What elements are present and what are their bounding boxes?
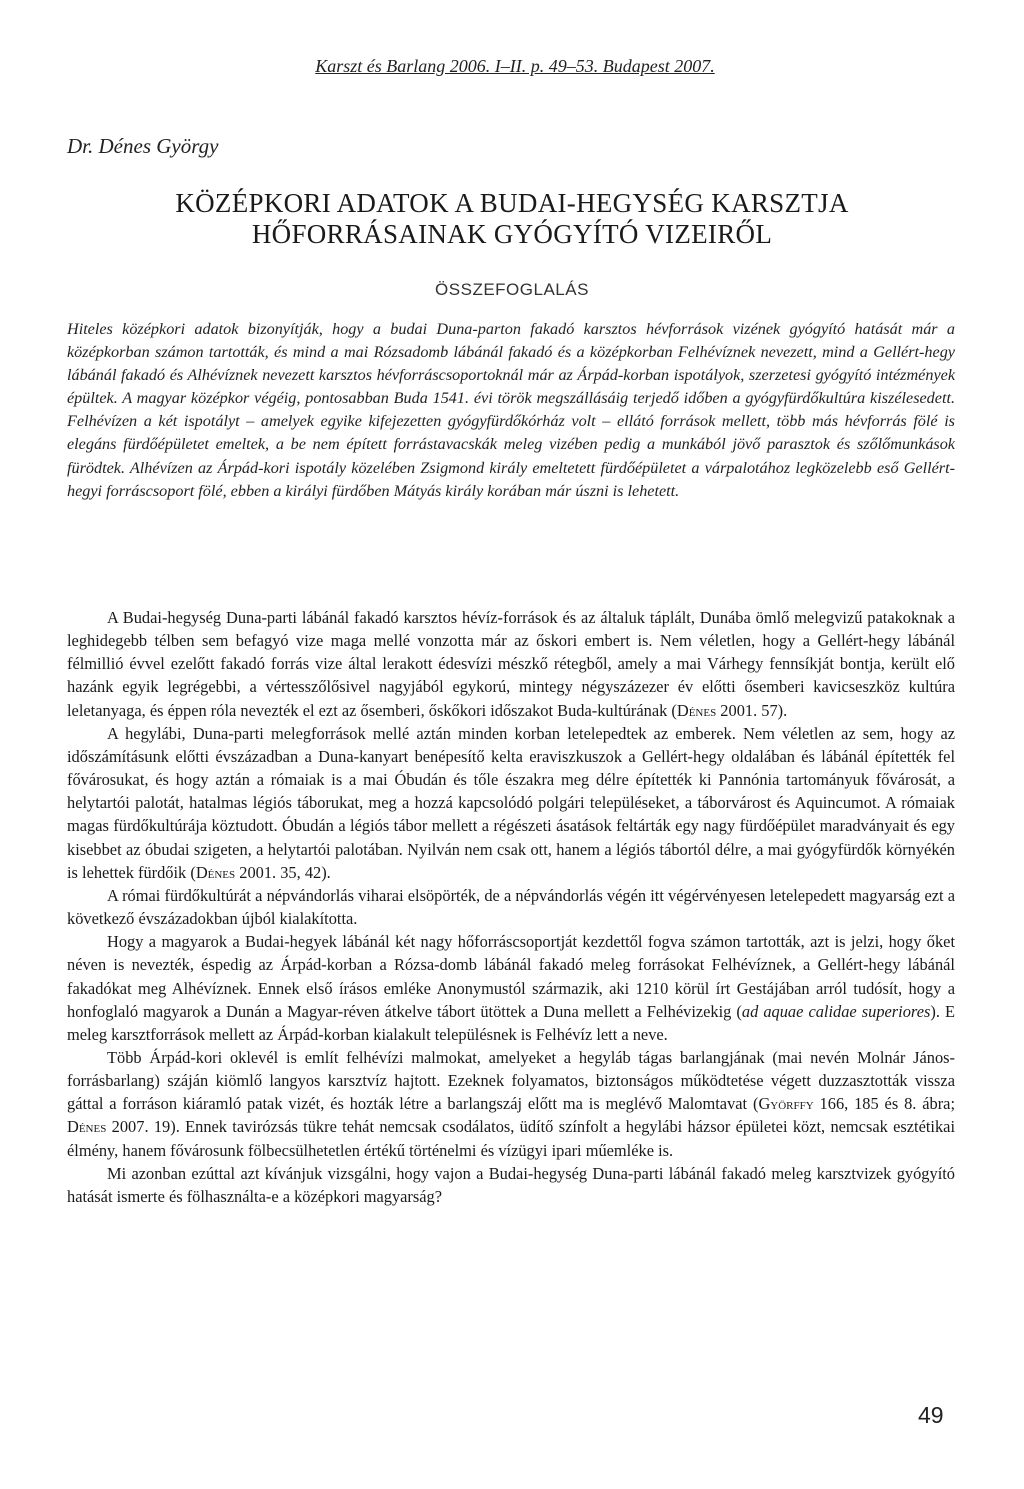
page-number: 49 [918, 1402, 944, 1428]
citation-author: Dénes [195, 862, 236, 882]
article-title [80, 188, 944, 250]
citation-year: 2001. 35, 42). [235, 862, 331, 882]
paragraph-5 [67, 1046, 955, 1162]
abstract-heading: ÖSSZEFOGLALÁS [435, 280, 589, 299]
citation-author: Györffy [758, 1094, 814, 1114]
paragraph-2-text: A hegylábi, Duna-parti melegforrások mellé aztán minden korban letelepedtek az emberek. Nem véletlen az sem, hogy az időszámításunk előtti évszázadban a Duna-kanyart benépesítő kelta eraviszkuszok a Gellért-hegy oldalában és lábánál építették fel fővárosukat, és hogy aztán a rómaiak is a mai Óbudán és tőle északra meg délre építették ki Pannónia tartományuk fővárosát, a helytartói palotát, hatalmas légiós táborukat, meg a hozzá kapcsolódó polgári településeket, a táborvárost és Aquincumot. A rómaiak magas fürdőkultúrája köztudott. Óbudán a légiós tábor mellett a régészeti ásatások feltárták egy nagy fürdőépület maradványait és egy kisebbet az óbudai szigeten, a helytartói palotában. Nyilván nem csak ott, hanem a légiós tábortól délre, a mai gyógyfürdők környékén is lehettek fürdőik ( [67, 723, 955, 882]
title-line-2: HŐFORRÁSAINAK GYÓGYÍTÓ VIZEIRŐL [251, 219, 773, 249]
author-name: Dr. Dénes György [67, 134, 219, 158]
paragraph-4-text-a: Hogy a magyarok a Budai-hegyek lábánál két nagy hőforráscsoportját kezdettől fogva számon tartották, azt is jelzi, hogy őket néven is nevezték, éspedig az Árpád-korban a Rózsa-domb lábánál fakadó meleg forrásokat Felhévíznek, a Gellért-hegy lábánál fakadókat meg Alhévíznek. Ennek első írásos emléke Anonymustól származik, aki 1210 körül írt Gestájában arról tudósít, hogy a honfoglaló magyarok a Dunán a Magyar-réven átkelve tábort ütöttek a Duna mellett a Felhévizekig ( [67, 932, 955, 1021]
latin-quote: ad aquae calidae superiores [741, 1001, 931, 1021]
abstract-text: Hiteles középkori adatok bizonyítják, hogy a budai Duna-parton fakadó karsztos hévforrások vizének gyógyító hatását már a középkorban számon tartották, és mind a mai Rózsadomb lábánál fakadó és a középkorban Felhévíznek nevezett, mind a Gellért-hegy lábánál fakadó és Alhévíznek nevezett karsztos hévforráscsoportoknál már az Árpád-korban ispotályok, szerzetesi gyógyító intézmények épültek. A magyar középkor végéig, pontosabban Buda 1541. évi török megszállásáig terjedő időben a gyógyfürdőkultúra kiszélesedett. Felhévízen a két ispotályt – amelyek egyike kifejezetten gyógyfürdőkórház volt – ellátó források mellett, több más hévforrás fölé is elegáns fürdőépületet emeltek, a be nem épített forrástavacskák meleg vizében pedig a munkából jövő parasztok és szőlőmunkások fürödtek. Alhévízen az Árpád-kori ispotály közelében Zsigmond király emeltetett fürdőépületet a várpalotához legközelebb eső Gellért-hegyi forráscsoport fölé, ebben a királyi fürdőben Mátyás király korában már úszni is lehetett. [67, 320, 955, 500]
citation-author: Dénes [676, 700, 717, 720]
citation-year: 166, 185 és 8. ábra; [813, 1094, 955, 1114]
paragraph-2 [67, 722, 955, 884]
paragraph-4-text-b: ). E meleg karsztforrások mellett az Árpád-korban kialakult településnek is Felhévíz lett a neve. [67, 1001, 955, 1044]
title-line-1: KÖZÉPKORI ADATOK A BUDAI-HEGYSÉG KARSZTJA [175, 188, 849, 218]
paragraph-6: Mi azonban ezúttal azt kívánjuk vizsgálni, hogy vajon a Budai-hegység Duna-parti lábánál fakadó meleg karsztvizek gyógyító hatását ismerte és fölhasználta-e a középkori magyarság? [67, 1163, 955, 1206]
journal-running-head: Karszt és Barlang 2006. I–II. p. 49–53. Budapest 2007. [315, 56, 715, 76]
paragraph-1 [67, 606, 955, 722]
paragraph-4 [67, 930, 955, 1046]
citation-author: Dénes [67, 1117, 107, 1137]
article-body [67, 606, 955, 1208]
paragraph-1-text: A Budai-hegység Duna-parti lábánál fakadó karsztos hévíz-források és az általuk táplált, Dunába ömlő melegvizű patakoknak a leghidegebb télben sem befagyó vize maga mellé vonzotta már az őskori embert is. Nem véletlen, hogy a Gellért-hegy lábánál félmillió évvel ezelőtt fakadó forrás vize által lerakott édesvízi mészkő rétegből, amely a mai Várhegy fennsíkját bontja, került elő hazánk egyik legrégebbi, a vértesszőlősivel nagyjából egykorú, mintegy négyszázezer év előtti ősemberi kavicseszköz kultúra leletanyaga, és éppen róla nevezték el ezt az ősemberi, őskőkori időszakot Buda-kultúrának ( [67, 608, 955, 720]
paragraph-5-text-b: 2007. 19). Ennek tavirózsás tükre tehát nemcsak csodálatos, üdítő színfolt a hegylábi házsor épületei közt, nemcsak esztétikai élmény, hanem fővárosunk fölbecsülhetetlen értékű történelmi és vízügyi ipari műemléke is. [67, 1117, 955, 1160]
citation-year: 2001. 57). [716, 700, 788, 720]
paragraph-5-text-a: Több Árpád-kori oklevél is említ felhévízi malmokat, amelyeket a hegyláb tágas barlangjának (mai nevén Molnár János-forrásbarlang) száján kiömlő langyos karsztvíz hajtott. Ezeknek folyamatos, biztonságos működtetése végett duzzasztották vissza gáttal a forráson kiáramló patak vizét, és hozták létre a barlangszáj előtt ma is meglévő Malomtavat ( [67, 1047, 955, 1114]
paragraph-3: A római fürdőkultúrát a népvándorlás viharai elsöpörték, de a népvándorlás végén itt végérvényesen letelepedett magyarság ezt a következő évszázadokban újból kialakította. [67, 885, 955, 929]
